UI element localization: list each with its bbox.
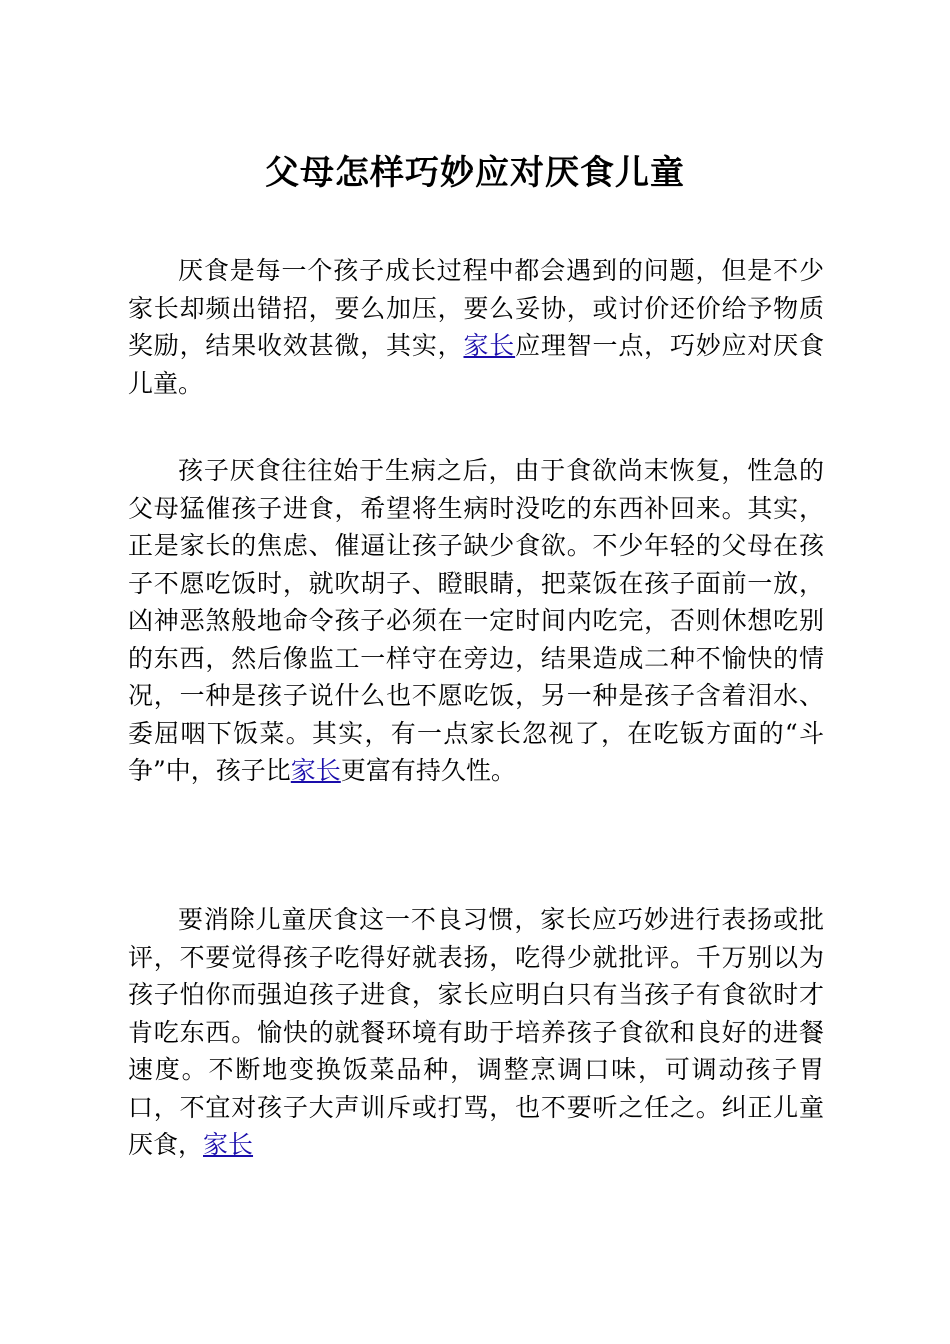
link-jiazhang-2[interactable]: 家长 bbox=[290, 756, 341, 785]
paragraph-2-text-after: 更富有持久性。 bbox=[340, 756, 516, 785]
paragraph-3 bbox=[128, 901, 824, 1164]
paragraph-1-text-after: 应理智一点，巧妙应对厌食儿童。 bbox=[128, 331, 824, 398]
link-jiazhang-1[interactable]: 家长 bbox=[463, 331, 516, 360]
paragraph-2-text-before: 孩子厌食往往始于生病之后，由于食欲尚末恢复，性急的父母猛催孩子进食，希望将生病时没吃的东西补回来。其实，正是家长的焦虑、催逼让孩子缺少食欲。不少年轻的父母在孩子不愿吃饭时，就吹胡子、瞪眼睛，把菜饭在孩子面前一放，凶神恶煞般地命令孩子必须在一定时间内吃完，否则休想吃别的东西，然后像监工一样守在旁边，结果造成二种不愉快的情况，一种是孩子说什么也不愿吃饭，另一种是孩子含着泪水、委屈咽下饭菜。其实，有一点家长忽视了，在吃钣方面的“斗争”中，孩子比 bbox=[128, 456, 824, 785]
paragraph-1 bbox=[128, 252, 824, 402]
paragraph-1-text-before: 厌食是每一个孩子成长过程中都会遇到的问题，但是不少家长却频出错招，要么加压，要么妥协，或讨价还价给予物质奖励，结果收效甚微，其实， bbox=[128, 256, 824, 360]
paragraph-2 bbox=[128, 452, 824, 790]
link-jiazhang-3[interactable]: 家长 bbox=[203, 1130, 254, 1159]
document-title: 父母怎样巧妙应对厌食儿童 bbox=[265, 153, 685, 193]
paragraph-3-text-before: 要消除儿童厌食这一不良习惯，家长应巧妙进行表扬或批评，不要觉得孩子吃得好就表扬，吃得少就批评。千万别以为孩子怕你而强迫孩子进食，家长应明白只有当孩子有食欲时才肯吃东西。愉快的就餐环境有助于培养孩子食欲和良好的进餐速度。不断地变换饭菜品种，调整烹调口味，可调动孩子胃口，不宜对孩子大声训斥或打骂，也不要听之任之。纠正儿童厌食， bbox=[128, 905, 824, 1159]
